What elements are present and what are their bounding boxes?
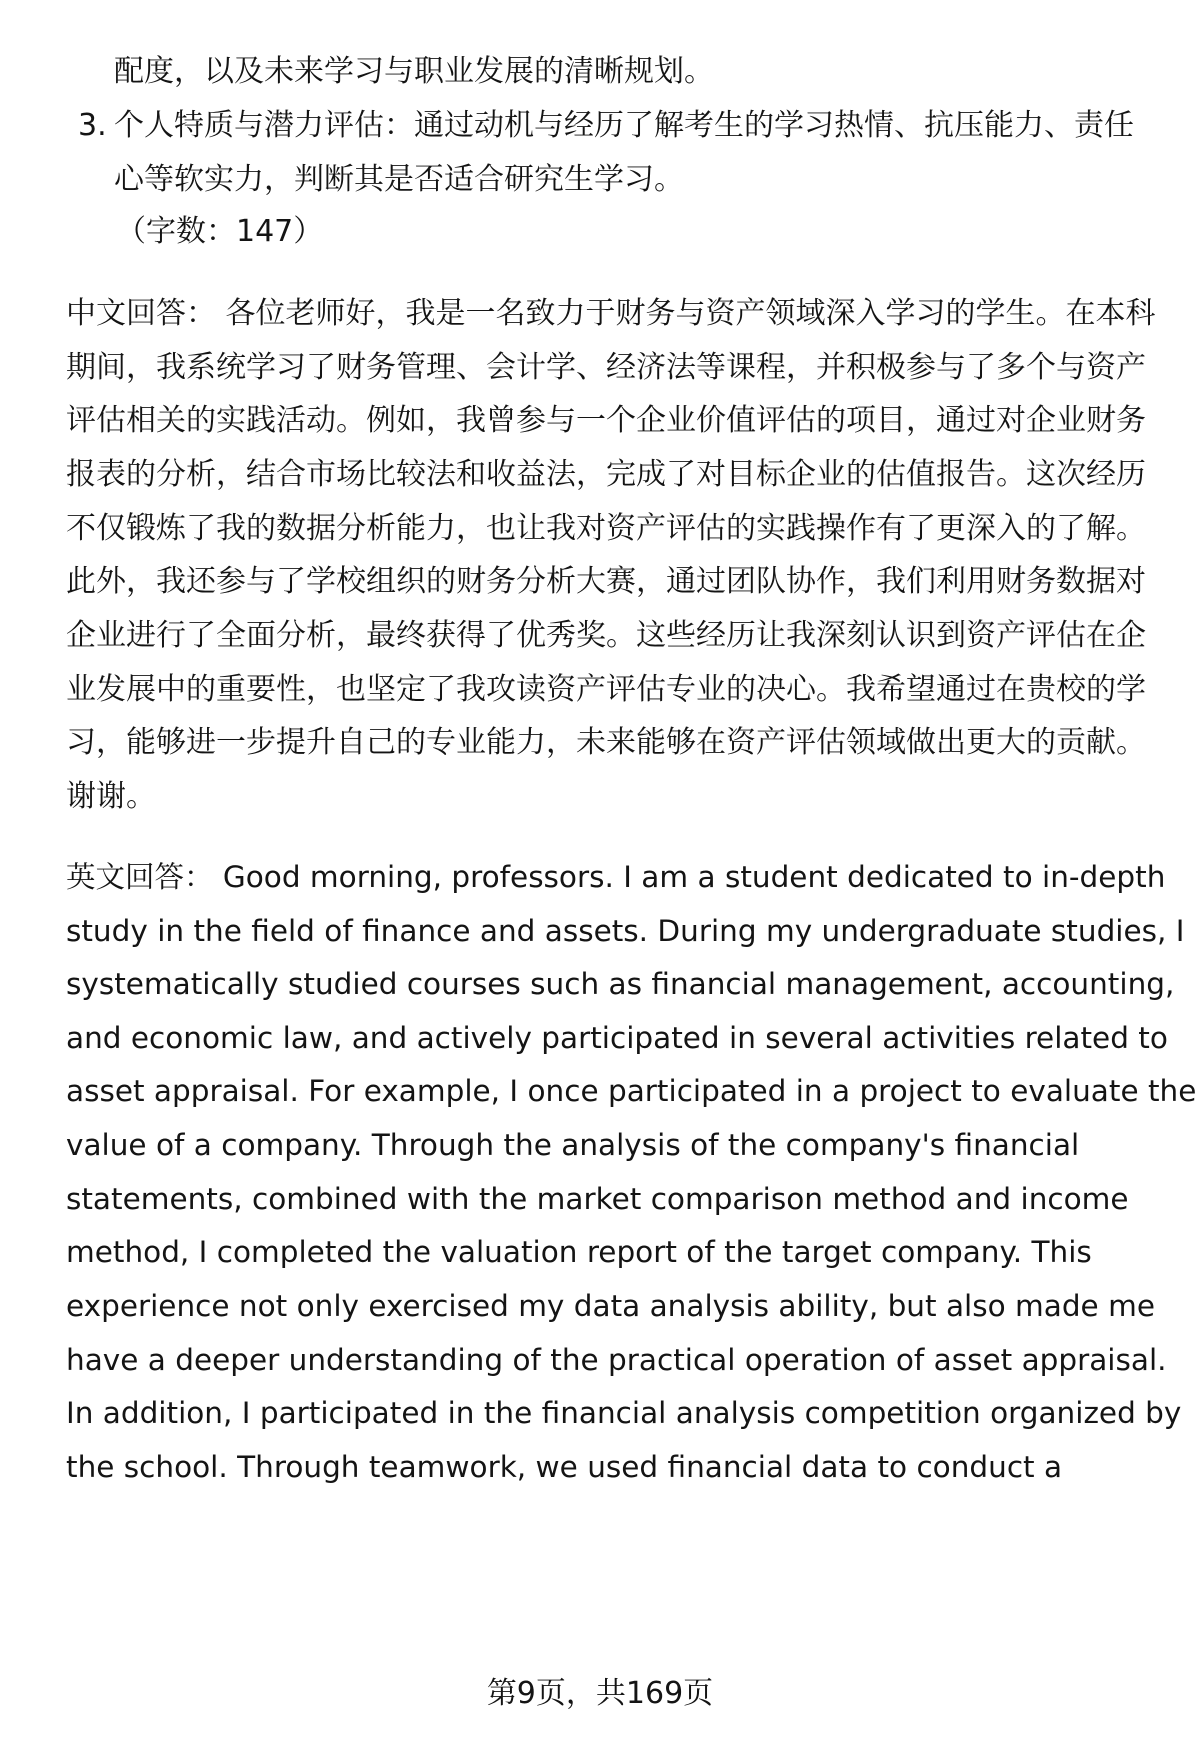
list-item-2-continuation: 配度，以及未来学习与职业发展的清晰规划。 [114,54,714,89]
english-answer-line: and economic law, and actively participated in several activities related to [66,1021,1168,1055]
english-answer-line: method, I completed the valuation report of the target company. This [66,1235,1092,1269]
page-number-footer: 第9页，共169页 [486,1676,714,1711]
list-item-3-line-2: 心等软实力，判断其是否适合研究生学习。 [114,162,684,197]
english-answer-line: value of a company. Through the analysis of the company's financial [66,1128,1080,1162]
chinese-answer-line: 中文回答： 各位老师好，我是一名致力于财务与资产领域深入学习的学生。在本科 [66,296,1156,331]
chinese-answer-line: 报表的分析，结合市场比较法和收益法，完成了对目标企业的估值报告。这次经历 [66,457,1146,492]
chinese-answer-line: 评估相关的实践活动。例如，我曾参与一个企业价值评估的项目，通过对企业财务 [66,403,1146,438]
list-number-3: 3. [78,108,107,143]
chinese-answer-line: 企业进行了全面分析，最终获得了优秀奖。这些经历让我深刻认识到资产评估在企 [66,618,1146,653]
english-answer-line: 英文回答： Good morning, professors. I am a student dedicated to in-depth [66,860,1166,894]
list-item-3-line-1: 个人特质与潜力评估：通过动机与经历了解考生的学习热情、抗压能力、责任 [114,108,1134,143]
chinese-answer-line: 业发展中的重要性，也坚定了我攻读资产评估专业的决心。我希望通过在贵校的学 [66,672,1146,707]
english-answer-line: systematically studied courses such as financial management, accounting, [66,967,1175,1001]
word-count: （字数：147） [116,214,324,249]
english-answer-line: study in the field of finance and assets. During my undergraduate studies, I [66,914,1185,948]
english-answer-line: experience not only exercised my data analysis ability, but also made me [66,1289,1155,1323]
english-answer-line: have a deeper understanding of the practical operation of asset appraisal. [66,1343,1167,1377]
english-answer-line: asset appraisal. For example, I once participated in a project to evaluate the [66,1074,1197,1108]
english-answer-line: In addition, I participated in the financial analysis competition organized by [66,1396,1182,1430]
chinese-answer-line: 此外，我还参与了学校组织的财务分析大赛，通过团队协作，我们利用财务数据对 [66,564,1146,599]
chinese-answer-line: 谢谢。 [66,779,156,814]
chinese-answer-line: 习，能够进一步提升自己的专业能力，未来能够在资产评估领域做出更大的贡献。 [66,725,1146,760]
english-answer-line: the school. Through teamwork, we used financial data to conduct a [66,1450,1063,1484]
english-answer-line: statements, combined with the market comparison method and income [66,1182,1129,1216]
chinese-answer-line: 期间，我系统学习了财务管理、会计学、经济法等课程，并积极参与了多个与资产 [66,350,1146,385]
chinese-answer-line: 不仅锻炼了我的数据分析能力，也让我对资产评估的实践操作有了更深入的了解。 [66,511,1146,546]
